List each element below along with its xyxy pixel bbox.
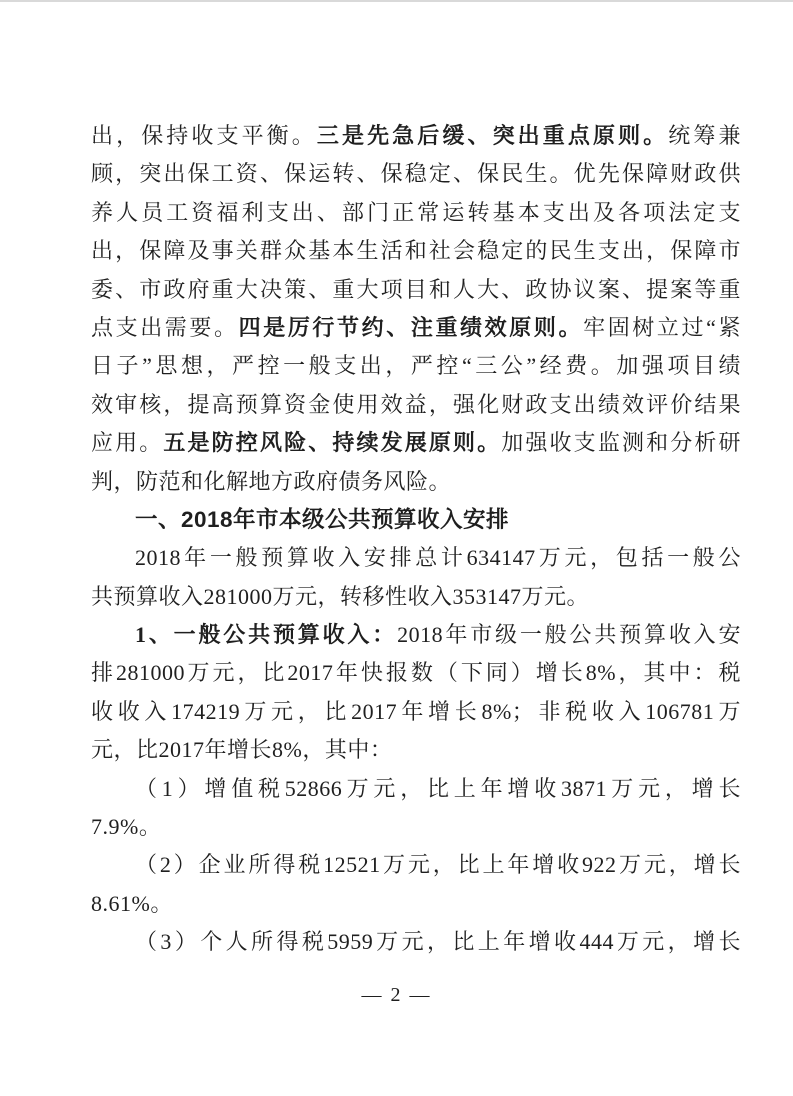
text-segment: （3）个人所得税5959万元，比上年增收444万元，增长	[135, 929, 741, 955]
text-line	[91, 808, 741, 846]
text-line	[91, 463, 741, 501]
text-line	[91, 923, 741, 961]
text-segment: 点支出需要。	[91, 314, 239, 340]
text-line	[91, 232, 741, 270]
text-segment: 一、2018年市本级公共预算收入安排	[135, 506, 510, 532]
text-segment: 出，保障及事关群众基本生活和社会稳定的民生支出，保障市	[91, 238, 741, 264]
text-line	[91, 424, 741, 462]
text-segment: 牢固树立过“紧	[583, 314, 741, 340]
text-line	[91, 155, 741, 193]
text-segment: 五是防控风险、持续发展原则。	[163, 430, 502, 456]
section-heading	[91, 501, 741, 539]
text-segment: 养人员工资福利支出、部门正常运转基本支出及各项法定支	[91, 199, 741, 225]
text-line	[91, 693, 741, 731]
text-segment: 收收入174219万元，比2017年增长8%；非税收入106781万	[91, 698, 741, 724]
text-line	[91, 578, 741, 616]
text-line	[91, 654, 741, 692]
page-number: — 2 —	[361, 984, 432, 1006]
text-segment: 三是先急后缓、突出重点原则。	[316, 123, 669, 148]
text-line	[91, 347, 741, 385]
text-line	[91, 885, 741, 923]
text-line	[91, 194, 741, 232]
text-segment: 排281000万元，比2017年快报数（下同）增长8%，其中：税	[91, 660, 741, 686]
text-segment: 8.61%。	[91, 890, 173, 916]
text-segment: 四是厉行节约、注重绩效原则。	[238, 314, 584, 340]
text-line	[91, 616, 741, 654]
text-line	[91, 539, 741, 577]
text-segment: 加强收支监测和分析研	[501, 430, 741, 456]
text-line	[91, 770, 741, 808]
text-segment: 判，防范和化解地方政府债务风险。	[91, 468, 452, 494]
text-segment: 效审核，提高预算资金使用效益，强化财政支出绩效评价结果	[91, 391, 741, 417]
text-segment: 2018年一般预算收入安排总计634147万元，包括一般公	[135, 545, 741, 571]
text-segment: 2018年市级一般公共预算收入安	[397, 622, 741, 648]
document-body	[91, 117, 741, 962]
text-line	[91, 271, 741, 309]
text-segment: 统筹兼	[668, 123, 741, 148]
text-segment: 应用。	[91, 430, 164, 456]
text-segment: 共预算收入281000万元，转移性收入353147万元。	[91, 583, 590, 609]
text-segment: （1）增值税52866万元，比上年增收3871万元，增长	[135, 775, 741, 801]
text-segment: 1、一般公共预算收入：	[135, 622, 398, 648]
text-segment: 出，保持收支平衡。	[91, 123, 317, 148]
text-segment: 委、市政府重大决策、重大项目和人大、政协议案、提案等重	[91, 276, 741, 302]
text-line	[91, 117, 741, 155]
text-segment: 元，比2017年增长8%，其中：	[91, 737, 393, 763]
text-segment: （2）企业所得税12521万元，比上年增收922万元，增长	[135, 852, 741, 878]
text-segment: 顾，突出保工资、保运转、保稳定、保民生。优先保障财政供	[91, 161, 741, 187]
scan-edge-line	[0, 0, 793, 2]
text-line	[91, 386, 741, 424]
text-line	[91, 846, 741, 884]
text-line	[91, 309, 741, 347]
text-segment: 日子”思想，严控一般支出，严控“三公”经费。加强项目绩	[91, 353, 741, 379]
text-line	[91, 731, 741, 769]
text-segment: 7.9%。	[91, 814, 162, 840]
